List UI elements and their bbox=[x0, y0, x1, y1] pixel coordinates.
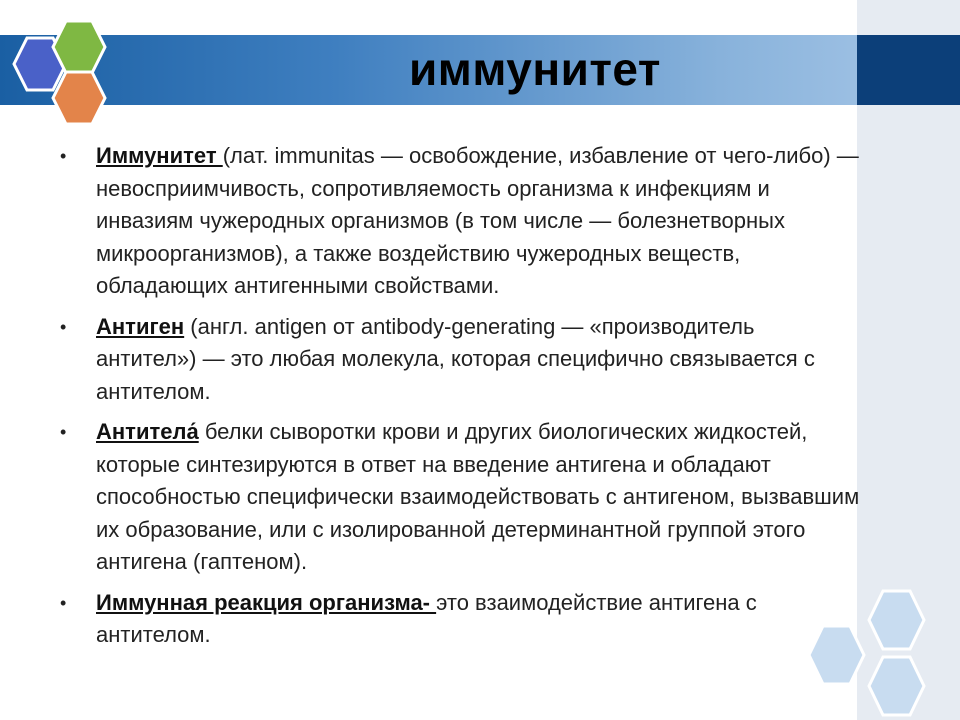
hexagon-light-icon bbox=[869, 657, 924, 715]
slide-title: иммунитет bbox=[409, 43, 661, 95]
bullet-item bbox=[60, 140, 860, 303]
bullet-term: Антитела́ bbox=[96, 419, 199, 444]
bullet-dot-icon: • bbox=[60, 316, 67, 337]
bullet-term: Антиген bbox=[96, 313, 185, 339]
bullet-text: (англ. antigen от antibody-generating — «производитель антител») — это любая молекула, которая специфично связывается с антителом. bbox=[96, 313, 815, 404]
bullet-list bbox=[60, 140, 860, 660]
bullet-term: Иммунитет bbox=[96, 143, 223, 168]
bullet-text: это взаимодействие антигена с антителом. bbox=[96, 589, 757, 647]
bullet-dot-icon: • bbox=[60, 146, 67, 166]
bullet-item bbox=[60, 416, 860, 579]
bullet-text: белки сыворотки крови и других биологических жидкостей, которые синтезируются в ответ на введение антигена и обладают способностью специфически взаимодействовать с антигеном, вызвавшим их образование, или с изолированной детерминантной группой этого антигена (гаптеном). bbox=[96, 419, 860, 574]
bullet-item bbox=[60, 587, 860, 652]
bullet-item bbox=[60, 311, 860, 409]
bullet-dot-icon: • bbox=[60, 422, 67, 442]
bullet-term: Иммунная реакция организма- bbox=[96, 589, 437, 615]
hexagon-light-icon bbox=[869, 591, 924, 649]
bullet-text: (лат. immunitas — освобождение, избавление от чего-либо) — невосприимчивость, сопротивляемость организма к инфекциям и инвазиям чужеродных организмов (в том числе — болезнетворных микроорганизмов), а также воздействию чужеродных веществ, обладающих антигенными свойствами. bbox=[96, 143, 859, 298]
bullet-dot-icon: • bbox=[60, 592, 67, 613]
